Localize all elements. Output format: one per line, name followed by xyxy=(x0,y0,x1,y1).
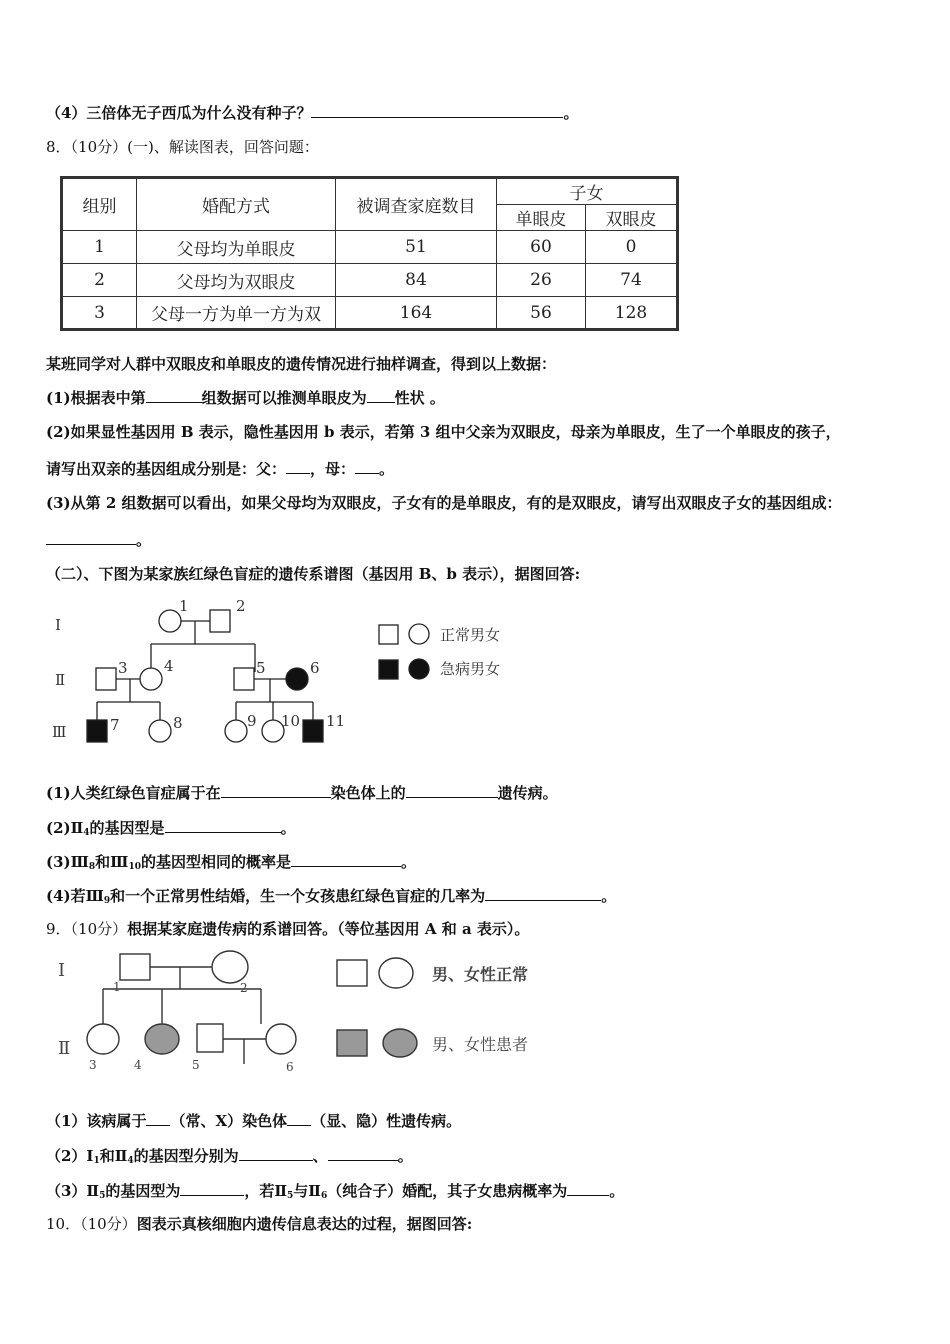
answer-blank[interactable] xyxy=(355,458,379,474)
person-num: 4 xyxy=(134,1058,142,1072)
q9-item-2: $(2)Ⅰ_1$和$Ⅱ_4$的基因型分别为 、 。 xyxy=(46,1147,413,1166)
person-num: 2 xyxy=(240,981,248,995)
person-num: 1 xyxy=(179,597,189,615)
gen-label: Ⅱ xyxy=(58,1038,71,1059)
person-num: 10 xyxy=(281,712,301,730)
q10-header: 10．（10分）图表示真核细胞内遗传信息表达的过程，据图回答: xyxy=(46,1215,473,1233)
q8-header: 8．（10分）(一)、解读图表，回答问题： xyxy=(46,138,319,156)
q9-item-3: $(3)Ⅱ_5$的基因型为 ，若$Ⅱ_5$与$Ⅱ_6$（纯合子）婚配，其子女患病概率为 。 xyxy=(46,1182,625,1201)
q9-header: 9．（10分）根据某家庭遗传病的系谱回答。（等位基因用 A 和 a 表示）。 xyxy=(46,920,530,938)
q8-item-3: (3)从第 2 组数据可以看出，如果父母均为双眼皮，子女有的是单眼皮，有的是双眼皮，请写出双眼皮子女的基因组成： xyxy=(46,494,842,512)
q7-4-line: （4）三倍体无子西瓜为什么没有种子？ 。 xyxy=(46,104,579,122)
legend-affected: 男、女性患者 xyxy=(432,1035,529,1054)
q8-part2-item-3: $(3)Ⅲ_8$和$Ⅲ_{10}$的基因型相同的概率是 。 xyxy=(46,853,417,872)
gen-label: Ⅲ xyxy=(52,723,67,741)
header-single: 单眼皮 xyxy=(497,205,586,231)
person-num: 4 xyxy=(164,657,174,675)
table-row: 3 父母一方为单一方为双 164 56 128 xyxy=(62,297,678,330)
answer-blank[interactable] xyxy=(567,1180,609,1196)
header-children: 子女 xyxy=(497,178,678,205)
pedigree-colorblind xyxy=(40,592,540,752)
person-num: 7 xyxy=(110,716,120,734)
answer-blank[interactable] xyxy=(46,529,136,545)
person-num: 3 xyxy=(89,1058,97,1072)
header-marriage: 婚配方式 xyxy=(137,178,336,231)
person-num: 9 xyxy=(247,712,257,730)
q8-intro: 某班同学对人群中双眼皮和单眼皮的遗传情况进行抽样调查，得到以上数据： xyxy=(46,355,557,373)
pedigree-family xyxy=(40,944,580,1076)
q8-item-2: (2)如果显性基因用 B 表示，隐性基因用 b 表示，若第 3 组中父亲为双眼皮，母亲为单眼皮，生了一个单眼皮的孩子， xyxy=(46,423,841,441)
eyelid-table xyxy=(60,176,679,331)
answer-blank[interactable] xyxy=(165,817,281,833)
gen-label: Ⅰ xyxy=(55,616,61,634)
answer-blank[interactable] xyxy=(287,1110,311,1126)
person-num: 6 xyxy=(286,1060,294,1074)
q8-part2-item-1: (1)人类红绿色盲症属于在 染色体上的 遗传病。 xyxy=(46,784,558,802)
answer-blank[interactable] xyxy=(291,851,401,867)
answer-blank[interactable] xyxy=(406,782,498,798)
q8-part2-item-2: $(2)Ⅱ_4$的基因型是 。 xyxy=(46,819,296,838)
q8-part2-header: （二）、下图为某家族红绿色盲症的遗传系谱图（基因用 B、b 表示），据图回答: xyxy=(46,565,581,583)
answer-blank[interactable] xyxy=(146,1110,170,1126)
answer-blank[interactable] xyxy=(221,782,331,798)
table-row: 1 父母均为单眼皮 51 60 0 xyxy=(62,231,678,264)
gen-label: Ⅱ xyxy=(55,671,66,689)
person-num: 11 xyxy=(326,712,346,730)
person-num: 8 xyxy=(173,714,183,732)
q8-part2-item-4: (4)若$Ⅲ_9$和一个正常男性结婚，生一个女孩患红绿色盲症的几率为 。 xyxy=(46,887,617,906)
legend-normal: 男、女性正常 xyxy=(432,965,529,984)
person-num: 6 xyxy=(310,659,320,677)
person-num: 3 xyxy=(118,659,128,677)
header-double: 双眼皮 xyxy=(586,205,678,231)
answer-blank[interactable] xyxy=(146,387,202,403)
person-num: 5 xyxy=(192,1058,200,1072)
answer-blank[interactable] xyxy=(311,102,563,118)
person-num: 1 xyxy=(113,980,121,994)
person-num: 5 xyxy=(256,659,266,677)
q8-item-2b: 请写出双亲的基因组成分别是：父： ，母： 。 xyxy=(46,460,395,478)
legend-affected: 急病男女 xyxy=(440,660,501,678)
legend-normal: 正常男女 xyxy=(440,626,501,644)
header-families: 被调查家庭数目 xyxy=(336,178,497,231)
answer-blank[interactable] xyxy=(286,458,310,474)
table-row: 2 父母均为双眼皮 84 26 74 xyxy=(62,264,678,297)
answer-blank[interactable] xyxy=(239,1145,313,1161)
header-group: 组别 xyxy=(62,178,137,231)
q8-item-1: (1)根据表中第 组数据可以推测单眼皮为 性状 。 xyxy=(46,389,445,407)
q9-item-1: （1）该病属于 （常、X）染色体 （显、隐）性遗传病。 xyxy=(46,1112,462,1130)
answer-blank[interactable] xyxy=(367,387,395,403)
gen-label: Ⅰ xyxy=(58,960,66,981)
person-num: 2 xyxy=(236,597,246,615)
answer-blank[interactable] xyxy=(328,1145,398,1161)
answer-blank[interactable] xyxy=(485,885,601,901)
q8-item-3b: 。 xyxy=(46,529,151,550)
answer-blank[interactable] xyxy=(180,1180,244,1196)
